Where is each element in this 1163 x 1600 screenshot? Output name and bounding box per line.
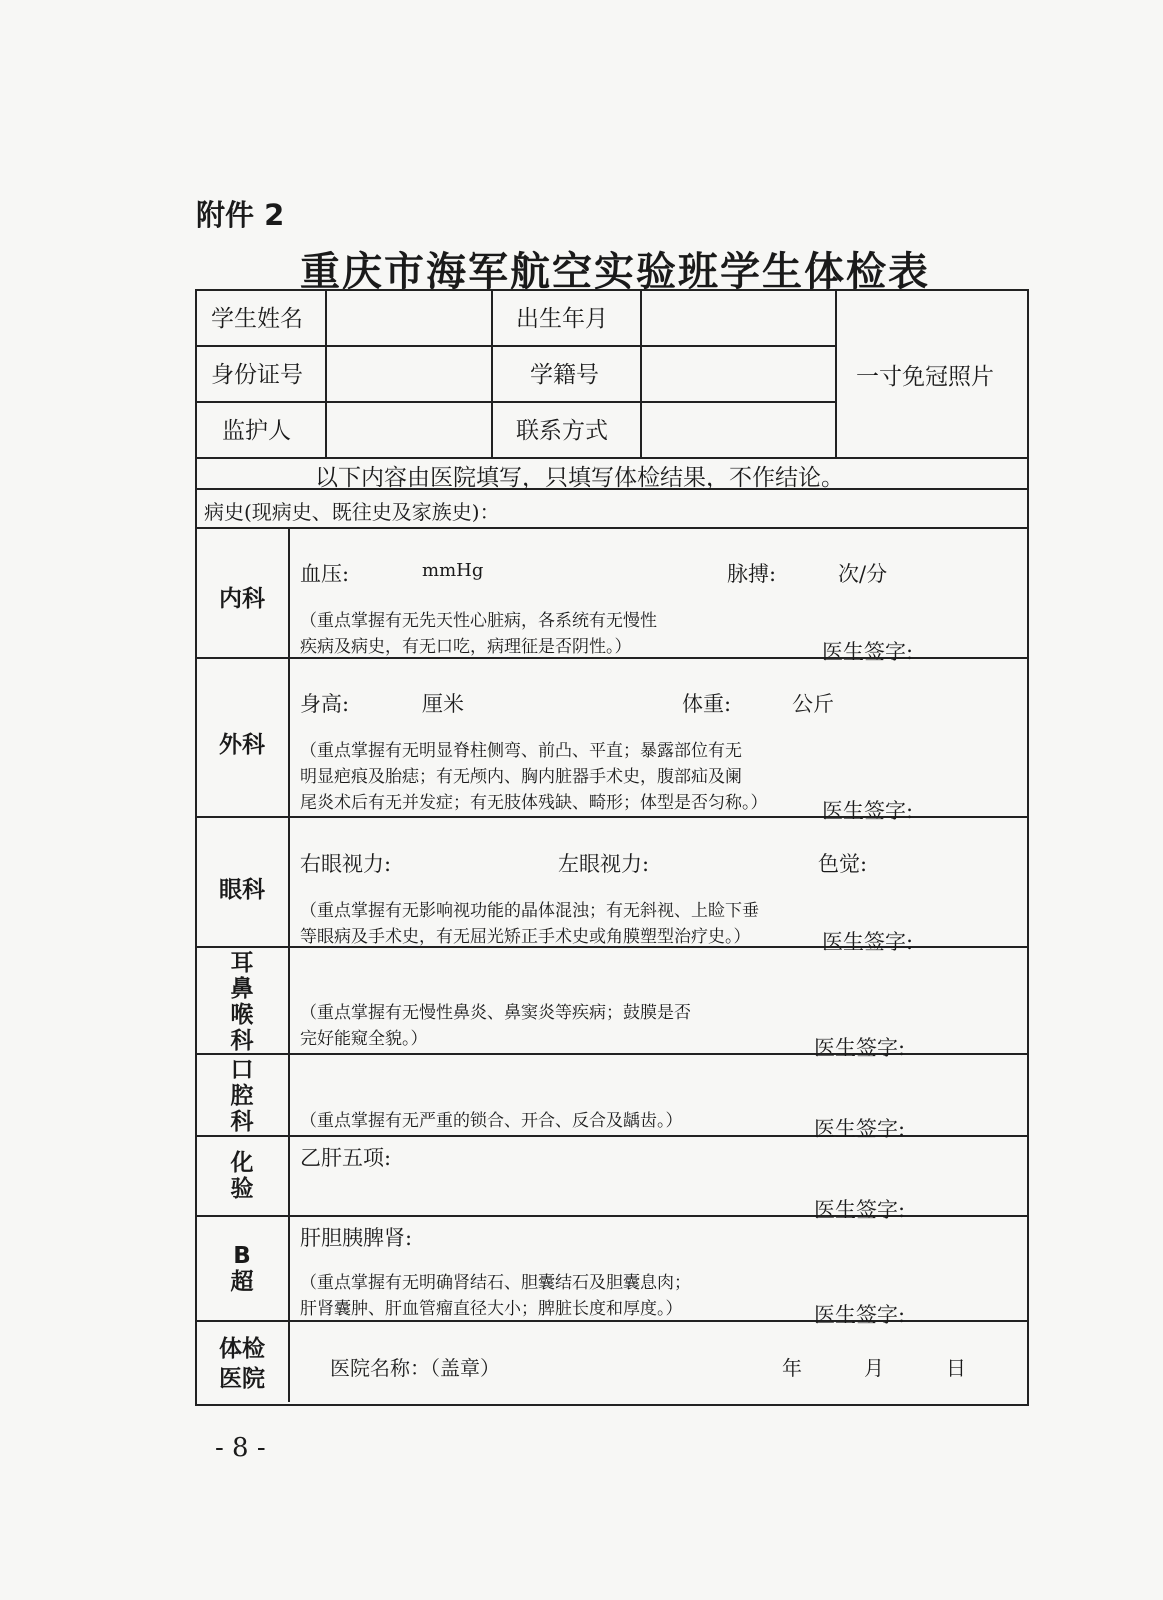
- annex-label: 附件 2: [196, 198, 285, 232]
- day-label: 日: [946, 1356, 966, 1380]
- weight-label: 体重:: [682, 692, 732, 716]
- ultrasound-char: 超: [230, 1269, 254, 1295]
- bp-unit: mmHg: [422, 560, 484, 581]
- ent-char: 耳: [230, 950, 254, 976]
- ultrasound-note-line: （重点掌握有无明确肾结石、胆囊结石及胆囊息肉；: [300, 1273, 691, 1293]
- section-ent-label: [200, 950, 284, 1054]
- grid-line: [195, 345, 837, 347]
- section-surgery-label: 外科: [219, 732, 265, 758]
- hospital-char: 医院: [219, 1366, 265, 1392]
- section-dental-label: [200, 1057, 284, 1135]
- internal-note: [300, 608, 657, 660]
- pulse-unit: 次/分: [838, 562, 888, 586]
- birth-label: 出生年月: [516, 306, 608, 332]
- hepatitis-b-label: 乙肝五项:: [300, 1146, 392, 1170]
- medical-history-label: 病史(现病史、既往史及家族史)：: [204, 500, 500, 524]
- lab-doctor-signature[interactable]: 医生签字:: [814, 1198, 906, 1222]
- dental-char: 口: [230, 1057, 254, 1083]
- height-unit: 厘米: [422, 692, 464, 716]
- section-internal-label: 内科: [219, 586, 265, 612]
- grid-line: [640, 289, 642, 457]
- right-eye-label: 右眼视力:: [300, 852, 392, 876]
- dental-note-line: （重点掌握有无严重的锁合、开合、反合及龋齿。）: [300, 1111, 683, 1131]
- internal-note-line: （重点掌握有无先天性心脏病，各系统有无慢性: [300, 611, 657, 631]
- ent-doctor-signature[interactable]: 医生签字:: [814, 1036, 906, 1060]
- left-eye-label: 左眼视力:: [558, 852, 650, 876]
- ent-note-line: （重点掌握有无慢性鼻炎、鼻窦炎等疾病；鼓膜是否: [300, 1003, 691, 1023]
- form-title: 重庆市海军航空实验班学生体检表: [300, 249, 930, 295]
- guardian-label: 监护人: [222, 418, 291, 444]
- school-number-field[interactable]: [643, 348, 833, 398]
- surgery-note-line: 尾炎术后有无并发症；有无肢体残缺、畸形；体型是否匀称。）: [300, 793, 768, 813]
- photo-placeholder[interactable]: 一寸免冠照片: [856, 364, 994, 390]
- hospital-name-label[interactable]: 医院名称：（盖章）: [330, 1356, 500, 1380]
- color-vision-label: 色觉:: [818, 852, 868, 876]
- bp-label: 血压:: [300, 562, 350, 586]
- guardian-field[interactable]: [328, 404, 488, 454]
- hospital-char: 体检: [219, 1336, 265, 1362]
- eye-note-line: 等眼病及手术史，有无屈光矫正手术史或角膜塑型治疗史。）: [300, 927, 751, 947]
- contact-field[interactable]: [643, 404, 833, 454]
- student-name-field[interactable]: [328, 292, 488, 342]
- surgery-note: [300, 738, 768, 816]
- grid-line: [325, 289, 327, 457]
- dental-note: [300, 1108, 683, 1134]
- internal-note-line: 疾病及病史，有无口吃，病理征是否阴性。）: [300, 637, 632, 657]
- ultrasound-note-line: 肝肾囊肿、肝血管瘤直径大小；脾脏长度和厚度。）: [300, 1299, 683, 1319]
- dental-char: 科: [230, 1109, 254, 1135]
- surgery-note-line: （重点掌握有无明显脊柱侧弯、前凸、平直；暴露部位有无: [300, 741, 742, 761]
- section-ultrasound-label: [200, 1243, 284, 1295]
- ent-note-line: 完好能窥全貌。）: [300, 1029, 428, 1049]
- grid-line: [195, 527, 1027, 529]
- student-name-label: 学生姓名: [211, 306, 303, 332]
- weight-unit: 公斤: [792, 692, 834, 716]
- section-eye-label: 眼科: [219, 877, 265, 903]
- height-label: 身高:: [300, 692, 350, 716]
- ent-char: 鼻: [230, 976, 254, 1002]
- eye-note: [300, 898, 759, 950]
- grid-line: [491, 289, 493, 457]
- section-hospital-label: [200, 1334, 284, 1394]
- dental-doctor-signature[interactable]: 医生签字:: [814, 1117, 906, 1141]
- internal-doctor-signature[interactable]: 医生签字:: [822, 640, 914, 664]
- hospital-fill-note: 以下内容由医院填写，只填写体检结果，不作结论。: [315, 465, 844, 491]
- ultrasound-char: B: [233, 1243, 251, 1269]
- grid-line: [195, 401, 837, 403]
- id-number-label: 身份证号: [211, 362, 303, 388]
- pulse-label: 脉搏:: [727, 562, 777, 586]
- year-label: 年: [782, 1356, 802, 1380]
- surgery-note-line: 明显疤痕及胎痣；有无颅内、胸内脏器手术史，腹部疝及阑: [300, 767, 742, 787]
- abdominal-organs-label: 肝胆胰脾肾:: [300, 1226, 413, 1250]
- id-number-field[interactable]: [328, 348, 488, 398]
- eye-note-line: （重点掌握有无影响视功能的晶体混浊；有无斜视、上睑下垂: [300, 901, 759, 921]
- lab-char: 化: [230, 1150, 254, 1176]
- ent-char: 科: [230, 1028, 254, 1054]
- grid-line: [835, 289, 837, 457]
- lab-char: 验: [230, 1176, 254, 1202]
- birth-field[interactable]: [643, 292, 833, 342]
- ultrasound-doctor-signature[interactable]: 医生签字:: [814, 1303, 906, 1327]
- eye-doctor-signature[interactable]: 医生签字:: [822, 930, 914, 954]
- ent-char: 喉: [230, 1002, 254, 1028]
- ultrasound-note: [300, 1270, 691, 1322]
- dental-char: 腔: [230, 1083, 254, 1109]
- contact-label: 联系方式: [516, 418, 608, 444]
- school-number-label: 学籍号: [530, 362, 599, 388]
- section-lab-label: [200, 1150, 284, 1202]
- month-label: 月: [864, 1356, 884, 1380]
- ent-note: [300, 1000, 691, 1052]
- page-number: - 8 -: [215, 1433, 266, 1463]
- surgery-doctor-signature[interactable]: 医生签字:: [822, 799, 914, 823]
